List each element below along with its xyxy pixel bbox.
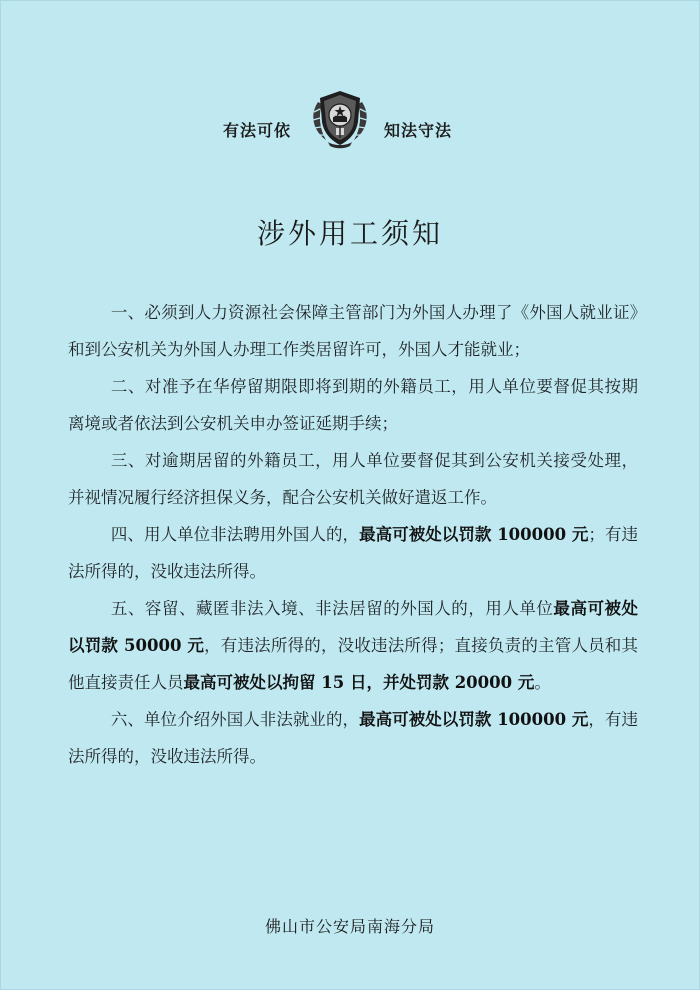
notice-item-6 [68,701,638,775]
notice-item-3-text: 三、对逾期居留的外籍员工，用人单位要督促其到公安机关接受处理，并视情况履行经济担保义务，配合公安机关做好遣返工作。 [68,451,638,507]
notice-item-4-text-a: 四、用人单位非法聘用外国人的， [110,525,360,544]
notice-item-6-text-b: ，有违法所得的，没收违法所得。 [68,710,639,766]
notice-header [0,88,700,158]
issuer-signature: 佛山市公安局南海分局 [264,917,435,936]
police-emblem-icon [306,88,374,150]
notice-item-5-text-c: 。 [534,673,551,692]
notice-item-5-text-b: ，有违法所得的，没收违法所得；直接负责的主管人员和其他直接责任人员 [68,636,638,692]
notice-body [68,294,638,775]
notice-item-5-penalty-a: 最高可被处以罚款 50000 元 [68,599,639,655]
page-title: 涉外用工须知 [256,217,443,250]
slogan-right: 知法守法 [384,121,453,140]
notice-item-2 [68,368,638,442]
slogan-left: 有法可依 [223,121,292,140]
notice-item-1-text: 一、必须到人力资源社会保障主管部门为外国人办理了《外国人就业证》和到公安机关为外国人办理工作类居留许可，外国人才能就业； [68,303,638,359]
notice-item-4-text-b: ；有违法所得的，没收违法所得。 [68,525,639,581]
notice-item-5-text-a: 五、容留、藏匿非法入境、非法居留的外国人的，用人单位 [110,599,554,618]
notice-item-5 [68,590,638,701]
notice-item-6-text-a: 六、单位介绍外国人非法就业的， [110,710,360,729]
notice-item-5-penalty-b: 最高可被处以拘留 15 日，并处罚款 20000 元 [183,673,535,692]
notice-item-2-text: 二、对准予在华停留期限即将到期的外籍员工，用人单位要督促其按期离境或者依法到公安机关申办签证延期手续； [68,377,638,433]
notice-item-1 [68,294,638,368]
notice-item-3 [68,442,638,516]
notice-item-4 [68,516,638,590]
notice-item-4-penalty: 最高可被处以罚款 100000 元 [359,525,589,544]
notice-item-6-penalty: 最高可被处以罚款 100000 元 [359,710,589,729]
